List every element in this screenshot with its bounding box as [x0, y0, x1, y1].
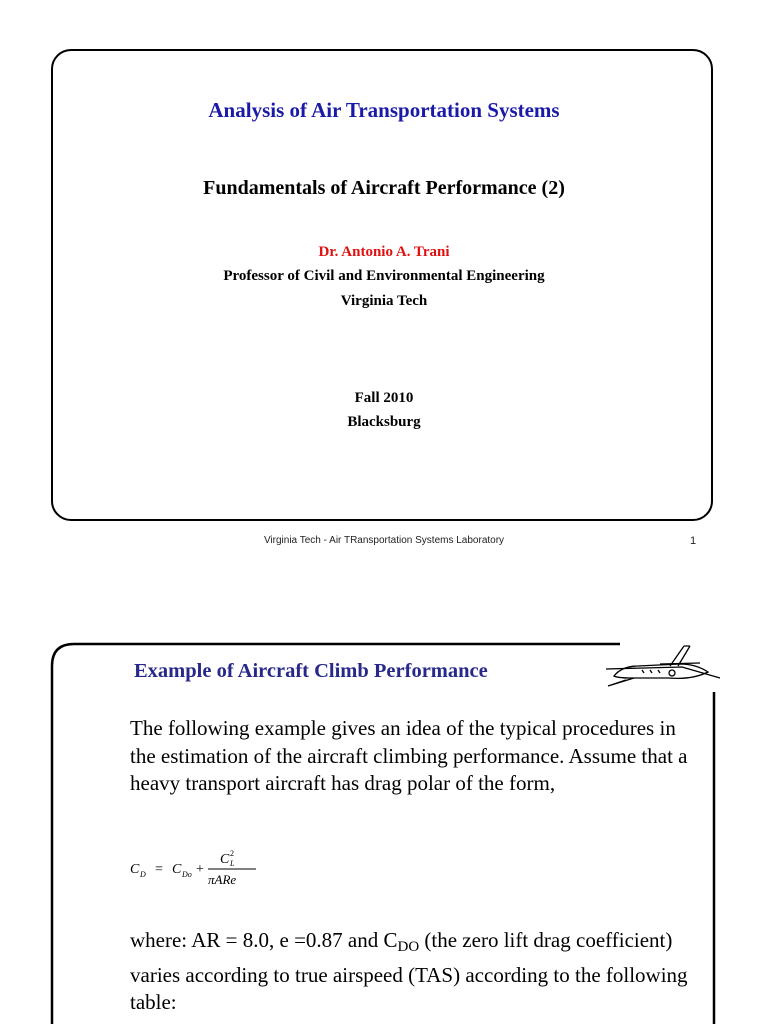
where-paragraph [130, 927, 690, 1017]
formula-lhs-sub: D [140, 870, 146, 879]
lecture-subtitle: Fundamentals of Aircraft Performance (2) [203, 177, 565, 199]
author-affiliation: Professor of Civil and Environmental Engineering [223, 268, 545, 284]
course-title: Analysis of Air Transportation Systems [208, 98, 560, 122]
intro-paragraph: The following example gives an idea of the typical procedures in the estimation of the aircraft climbing performance. Assume that a heavy transport aircraft has drag polar of the form, [130, 716, 688, 795]
where-text-end: (the zero lift drag coefficient) varies according to true airspeed (TAS) according to the following table: [130, 928, 688, 1014]
formula-term1: C [172, 862, 182, 877]
formula-numerator-sup: 2 [230, 849, 234, 858]
where-subscript: DO [397, 939, 420, 955]
institution-name: Virginia Tech [340, 293, 428, 309]
slide-footer: Virginia Tech - Air TRansportation Systems Laboratory [263, 535, 505, 546]
slide-title: Example of Aircraft Climb Performance [134, 660, 488, 682]
formula-plus: + [196, 862, 204, 877]
drag-polar-formula [128, 844, 298, 890]
formula-term1-sub: Do [182, 870, 192, 879]
formula-equals: = [155, 862, 163, 877]
term-label: Fall 2010 [354, 390, 414, 406]
author-name: Dr. Antonio A. Trani [318, 244, 450, 260]
airplane-icon [600, 642, 728, 692]
location-label: Blacksburg [347, 414, 421, 430]
page-number: 1 [690, 535, 697, 547]
formula-lhs: C [130, 862, 140, 877]
formula-denominator: πARe [208, 872, 237, 887]
formula-numerator-sub: L [230, 859, 235, 868]
formula-numerator: C [220, 852, 230, 867]
where-text-start: where: AR = 8.0, e =0.87 and C [130, 928, 398, 952]
